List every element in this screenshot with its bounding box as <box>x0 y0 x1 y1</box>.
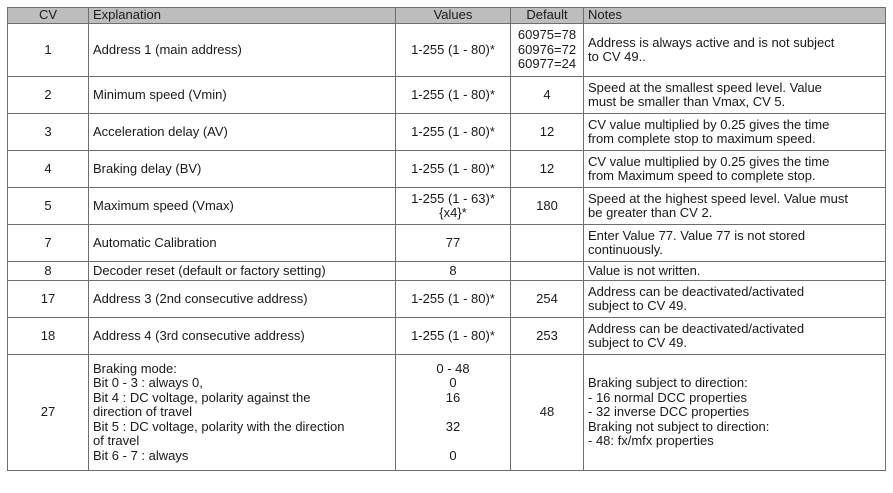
explanation-cell <box>89 24 396 77</box>
values-cell <box>396 114 511 151</box>
notes-cell <box>584 151 886 188</box>
default-cell-line: 253 <box>536 327 558 343</box>
table-row <box>8 225 886 262</box>
notes-cell-line: to CV 49.. <box>588 49 646 64</box>
cv-table-container <box>7 7 886 471</box>
explanation-cell-line: Maximum speed (Vmax) <box>93 197 234 213</box>
cv-table <box>7 7 886 471</box>
notes-cell <box>584 225 886 262</box>
values-cell-line: 1-255 (1 - 80)* <box>411 41 495 57</box>
default-cell <box>511 151 584 188</box>
cv-cell: 27 <box>8 355 89 471</box>
cv-cell: 17 <box>8 281 89 318</box>
values-cell-line: 1-255 (1 - 80)* <box>411 290 495 306</box>
default-cell <box>511 114 584 151</box>
notes-cell <box>584 188 886 225</box>
values-cell <box>396 24 511 77</box>
explanation-cell-line: direction of travel <box>93 404 192 420</box>
cv-cell: 1 <box>8 24 89 77</box>
header-row <box>8 8 886 24</box>
default-cell <box>511 225 584 262</box>
cv-table-body <box>8 24 886 471</box>
values-cell-line: 1-255 (1 - 80)* <box>411 86 495 102</box>
notes-cell <box>584 262 886 281</box>
explanation-cell-line: Braking mode: <box>93 360 177 376</box>
explanation-cell <box>89 318 396 355</box>
notes-cell-line: Braking subject to direction: <box>588 375 748 391</box>
table-row <box>8 281 886 318</box>
default-cell-line: 254 <box>536 290 558 306</box>
values-cell <box>396 355 511 471</box>
default-cell-line: 48 <box>539 404 555 420</box>
notes-cell <box>584 114 886 151</box>
default-cell-line: 12 <box>539 160 555 176</box>
notes-cell-line: subject to CV 49. <box>588 335 687 350</box>
notes-cell-line: - 48: fx/mfx properties <box>588 433 714 449</box>
notes-cell-line: be greater than CV 2. <box>588 205 713 220</box>
explanation-cell <box>89 188 396 225</box>
cv-cell: 3 <box>8 114 89 151</box>
values-cell <box>396 225 511 262</box>
table-row <box>8 262 886 281</box>
table-row <box>8 151 886 188</box>
table-row <box>8 114 886 151</box>
notes-cell-line: Speed at the highest speed level. Value must <box>588 190 848 206</box>
values-cell-line: 1-255 (1 - 80)* <box>411 160 495 176</box>
explanation-cell <box>89 114 396 151</box>
default-cell <box>511 355 584 471</box>
table-row <box>8 355 886 471</box>
values-cell-line <box>400 405 506 420</box>
explanation-cell-line: Decoder reset (default or factory setting) <box>93 262 326 278</box>
explanation-cell <box>89 262 396 281</box>
table-row <box>8 77 886 114</box>
notes-cell-line: continuously. <box>588 242 663 257</box>
explanation-cell-line: Bit 0 - 3 : always 0, <box>93 375 203 391</box>
notes-cell-line: - 32 inverse DCC properties <box>588 404 750 420</box>
notes-cell-line: Enter Value 77. Value 77 is not stored <box>588 227 806 243</box>
cv-cell: 8 <box>8 262 89 281</box>
values-cell <box>396 318 511 355</box>
notes-cell-line: from Maximum speed to complete stop. <box>588 168 816 183</box>
explanation-cell-line: Bit 6 - 7 : always <box>93 447 189 463</box>
values-cell-line: 77 <box>445 234 461 250</box>
values-cell-line: 1-255 (1 - 80)* <box>411 327 495 343</box>
notes-cell-line: - 16 normal DCC properties <box>588 389 747 405</box>
default-cell-line: 60975=78 <box>517 27 577 43</box>
default-cell-line: 4 <box>543 86 551 102</box>
explanation-cell-line: Braking delay (BV) <box>93 160 202 176</box>
table-row <box>8 24 886 77</box>
header-explanation: Explanation <box>89 8 396 24</box>
cv-cell: 7 <box>8 225 89 262</box>
default-cell <box>511 77 584 114</box>
explanation-cell <box>89 225 396 262</box>
values-cell <box>396 262 511 281</box>
notes-cell-line: Address is always active and is not subject <box>588 34 835 50</box>
notes-cell <box>584 77 886 114</box>
default-cell-line: 12 <box>539 123 555 139</box>
values-cell <box>396 151 511 188</box>
explanation-cell-line: Acceleration delay (AV) <box>93 123 228 139</box>
header-values: Values <box>396 8 511 24</box>
values-cell-line: 16 <box>445 389 461 405</box>
cv-cell: 2 <box>8 77 89 114</box>
notes-cell <box>584 281 886 318</box>
header-cv: CV <box>8 8 89 24</box>
notes-cell <box>584 355 886 471</box>
notes-cell-line: CV value multiplied by 0.25 gives the time <box>588 153 830 169</box>
cv-cell: 4 <box>8 151 89 188</box>
default-cell <box>511 318 584 355</box>
explanation-cell-line: of travel <box>93 433 140 449</box>
notes-cell <box>584 318 886 355</box>
values-cell-line <box>400 434 506 449</box>
values-cell-line: {x4}* <box>439 205 467 220</box>
explanation-cell <box>89 281 396 318</box>
notes-cell-line: CV value multiplied by 0.25 gives the time <box>588 116 830 132</box>
notes-cell-line: Address can be deactivated/activated <box>588 283 805 299</box>
notes-cell-line: Braking not subject to direction: <box>588 418 770 434</box>
explanation-cell-line: Address 3 (2nd consecutive address) <box>93 290 308 306</box>
notes-cell-line: must be smaller than Vmax, CV 5. <box>588 94 786 109</box>
explanation-cell-line: Bit 4 : DC voltage, polarity against the <box>93 389 311 405</box>
notes-cell-line: subject to CV 49. <box>588 298 687 313</box>
cv-cell: 18 <box>8 318 89 355</box>
values-cell <box>396 188 511 225</box>
default-cell-line: 180 <box>536 197 558 213</box>
explanation-cell-line: Automatic Calibration <box>93 234 217 250</box>
values-cell-line: 32 <box>445 418 461 434</box>
values-cell-line: 1-255 (1 - 63)* <box>411 190 495 206</box>
default-cell <box>511 24 584 77</box>
explanation-cell <box>89 151 396 188</box>
table-row <box>8 318 886 355</box>
notes-cell-line: Address can be deactivated/activated <box>588 320 805 336</box>
notes-cell-line: from complete stop to maximum speed. <box>588 131 816 146</box>
notes-cell-line: Value is not written. <box>588 262 701 278</box>
explanation-cell-line: Minimum speed (Vmin) <box>93 86 227 102</box>
cv-cell: 5 <box>8 188 89 225</box>
values-cell-line: 8 <box>449 262 457 278</box>
header-default: Default <box>511 8 584 24</box>
values-cell-line: 0 <box>449 375 457 391</box>
table-row <box>8 188 886 225</box>
default-cell <box>511 262 584 281</box>
explanation-cell <box>89 77 396 114</box>
explanation-cell-line: Address 4 (3rd consecutive address) <box>93 327 305 343</box>
values-cell-line: 0 - 48 <box>436 360 470 376</box>
explanation-cell-line: Address 1 (main address) <box>93 41 242 57</box>
default-cell <box>511 188 584 225</box>
notes-cell-line: Speed at the smallest speed level. Value <box>588 79 822 95</box>
default-cell-line: 60976=72 <box>517 41 577 57</box>
values-cell <box>396 77 511 114</box>
default-cell-line: 60977=24 <box>517 56 577 72</box>
values-cell-line: 0 <box>449 447 457 463</box>
explanation-cell-line: Bit 5 : DC voltage, polarity with the direction <box>93 418 345 434</box>
header-notes: Notes <box>584 8 886 24</box>
notes-cell <box>584 24 886 77</box>
values-cell <box>396 281 511 318</box>
default-cell <box>511 281 584 318</box>
explanation-cell <box>89 355 396 471</box>
values-cell-line: 1-255 (1 - 80)* <box>411 123 495 139</box>
